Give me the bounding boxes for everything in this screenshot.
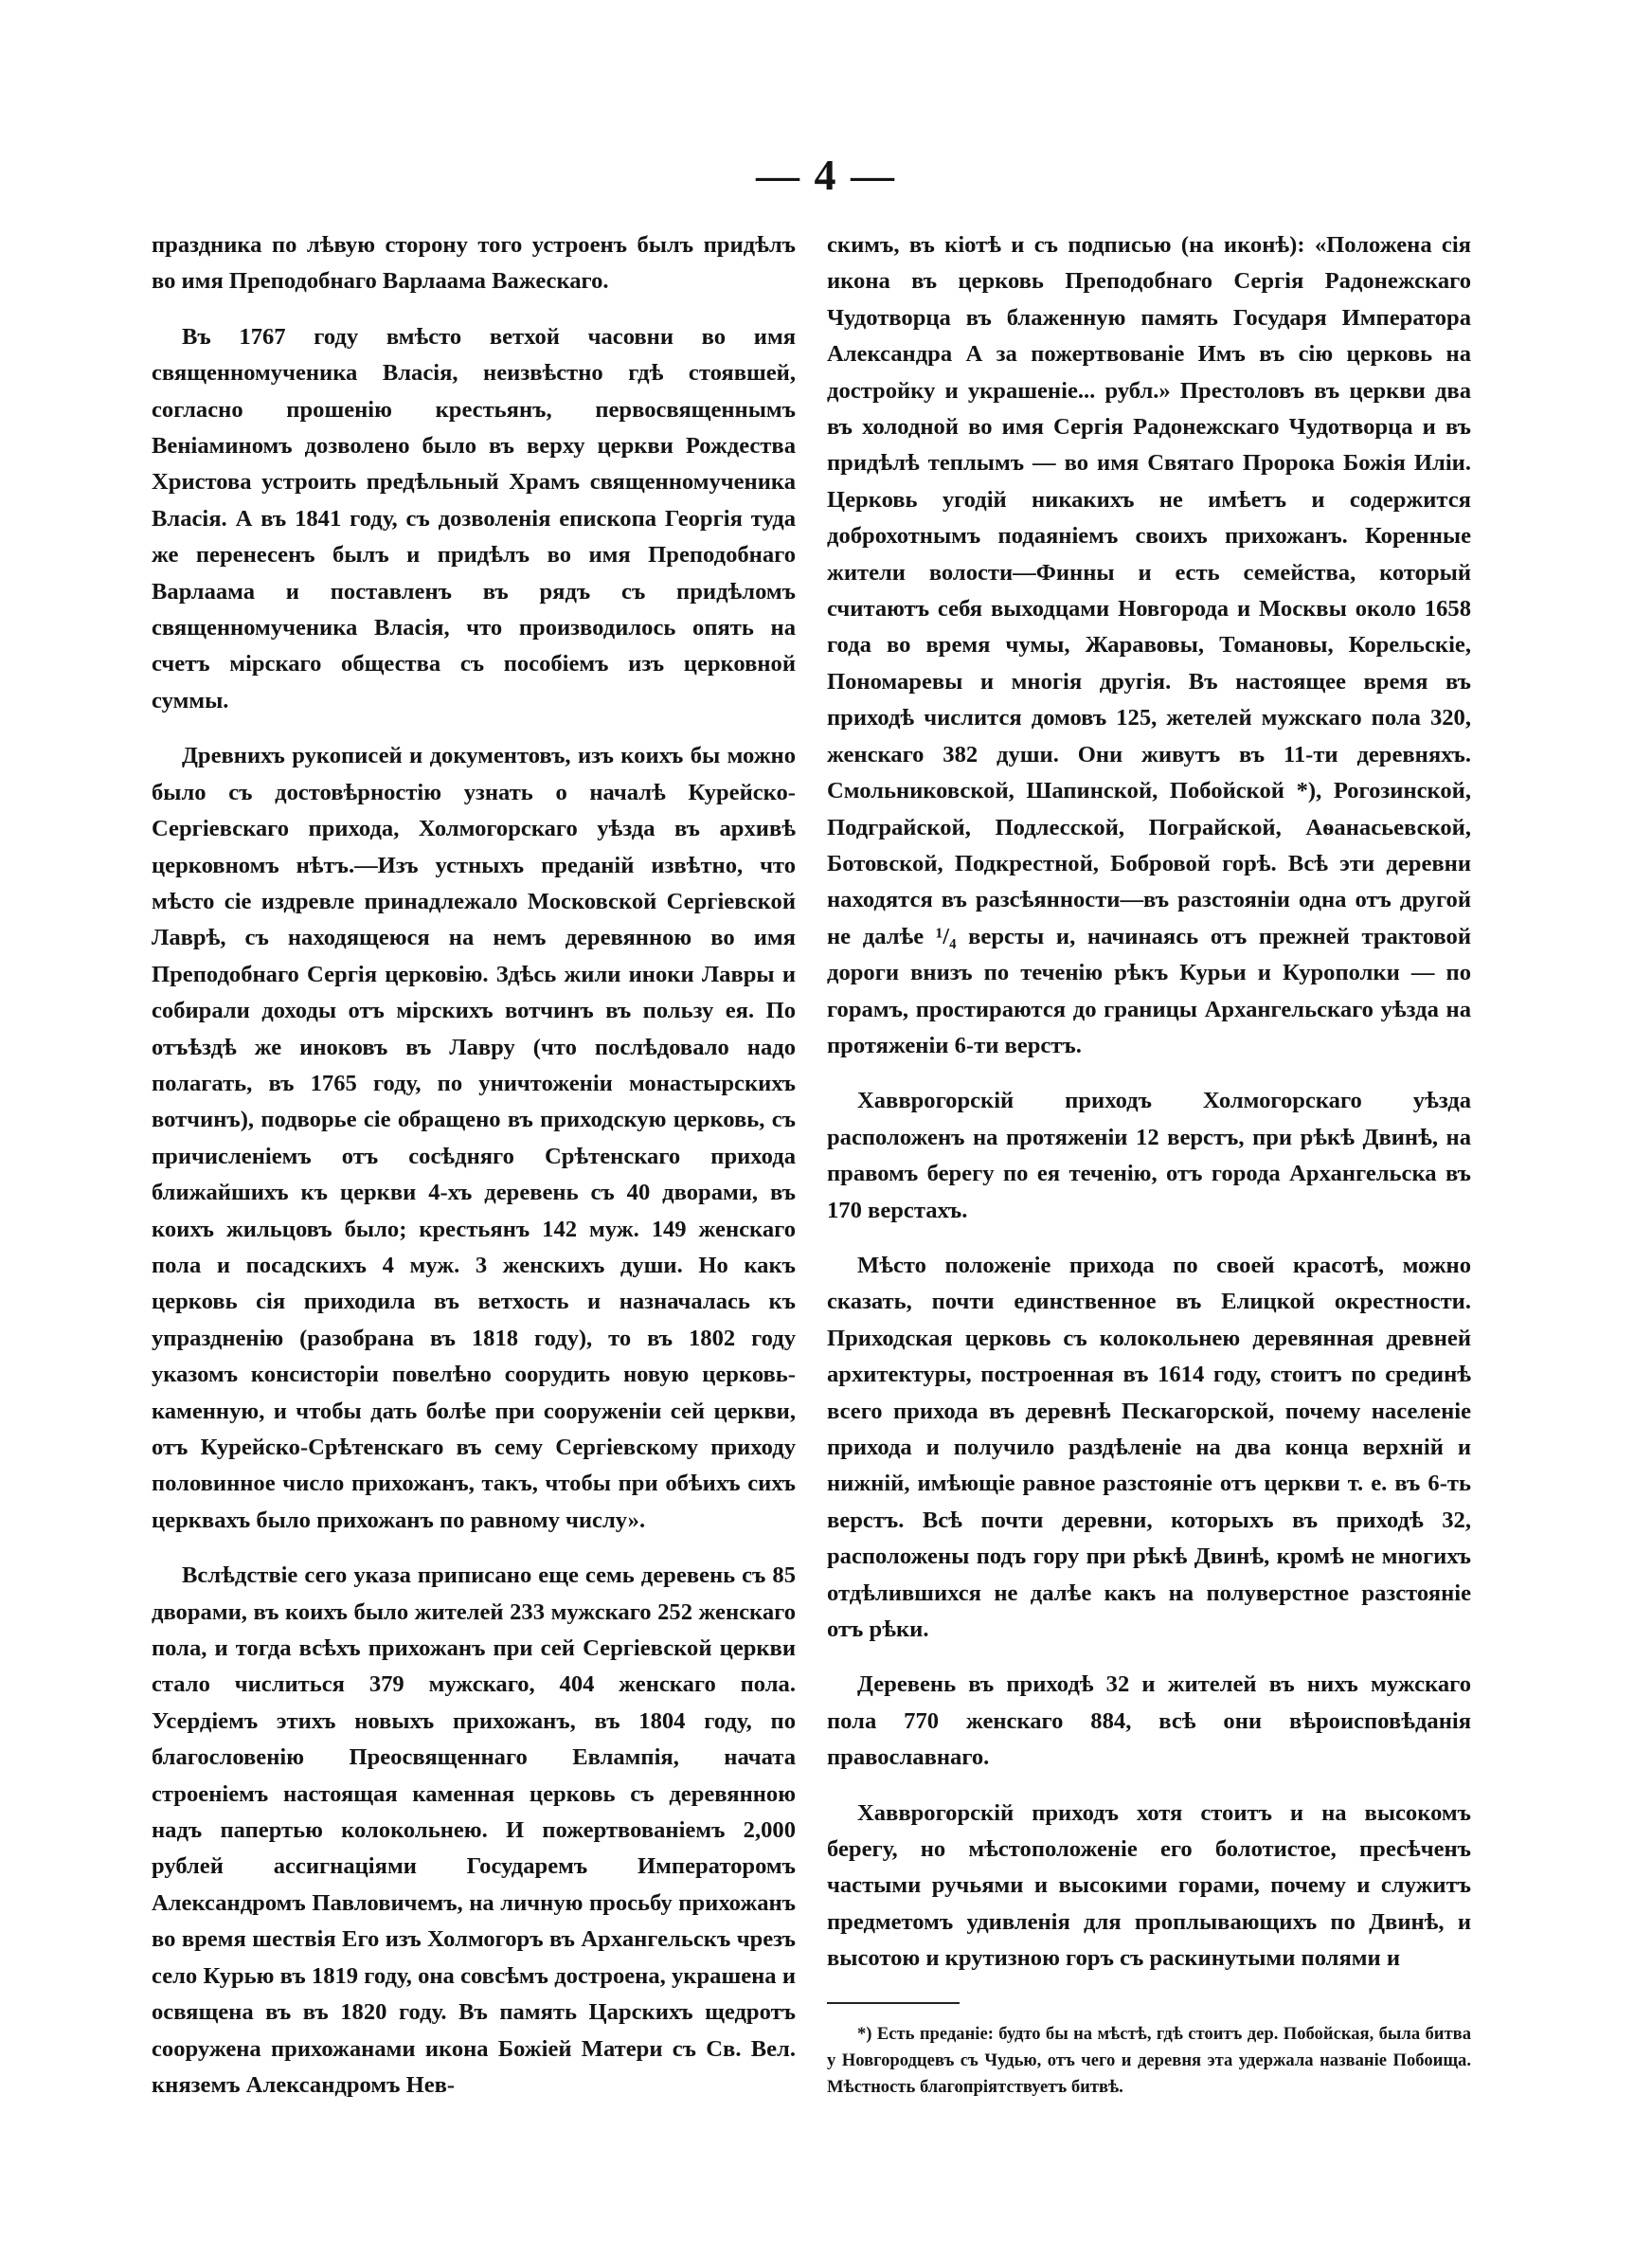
- paragraph: Мѣсто положеніе прихода по своей красотѣ, можно сказать, почти единственное въ Елицкой окрестности. Приходская церковь съ колокольнею деревянная древней архитектуры, построенная въ 1614 году, стоитъ по срединѣ всего прихода въ деревнѣ Пескагорской, почему населеніе прихода и получило раздѣленіе на два конца верхній и нижній, имѣющіе равное разстояніе отъ церкви т. е. въ 6-ть верстъ. Всѣ почти деревни, которыхъ въ приходѣ 32, расположены подъ гору при рѣкѣ Двинѣ, кромѣ не многихъ отдѣлившихся не далѣе какъ на полуверстное разстояніе отъ рѣки.: [827, 1252, 1471, 1643]
- paragraph: скимъ, въ кіотѣ и съ подписью (на иконѣ): «Положена сія икона въ церковь Преподобнаго Сергія Радонежскаго Чудотворца въ блаженную память Государя Императора Александра А за пожертвованіе Имъ въ сію церковь на достройку и украшеніе... рубл.» Престоловъ въ церкви два въ холодной во имя Сергія Радонежскаго Чудотворца и въ придѣлѣ теплымъ — во имя Святаго Пророка Божія Иліи. Церковь угодій никакихъ не имѣетъ и содержится доброхотнымъ подаяніемъ своихъ прихожанъ. Коренные жители волости—Финны и есть семейства, который считаютъ себя выходцами Новгорода и Москвы около 1658 года во время чумы, Жаравовы, Томановы, Корельскіе, Пономаревы и многія другія. Въ настоящее время въ приходѣ числится домовъ 125, жетелей мужскаго пола 320, женскаго 382 души. Они живутъ въ 11-ти деревняхъ. Смольниковской, Шапинской, Побойской *), Рогозинской, Подграйской, Подлесской, Пограйской, Аѳанасьевской, Ботовской, Подкрестной, Бобровой горѣ. Всѣ эти деревни находятся въ разсѣянности—въ разстояніи одна отъ другой не далѣе ¹/₄ версты и, начинаясь отъ прежней трактовой дороги внизъ по теченію рѣкъ Курьи и Куропол​ки — по горамъ, простираются до границы Архангельскаго уѣзда на протяженіи 6-ти верстъ.: [827, 232, 1471, 1058]
- left-column: [152, 227, 796, 2122]
- paragraph: Древнихъ рукописей и документовъ, изъ коихъ бы можно было съ достовѣрностію узнать о началѣ Курейско-Сергіевскаго прихода, Холмогорскаго уѣзда въ архивѣ церковномъ нѣтъ.—Изъ устныхъ преданій извѣтно, что мѣсто сіе издревле принадлежало Московской Сергіевской Лаврѣ, съ находящеюся на немъ деревянною во имя Преподобнаго Сергія церковію. Здѣсь жили иноки Лавры и собирали доходы отъ мірскихъ вотчинъ въ пользу ея. По отъѣздѣ же иноковъ въ Лавру (что послѣдовало надо полагать, въ 1765 году, по уничтоженіи монастырскихъ вотчинъ), подворье сіе обращено въ приходскую церковь, съ причисленіемъ отъ сосѣдняго Срѣтенскаго прихода ближайшихъ къ церкви 4-хъ деревень съ 40 дворами, въ коихъ жильцовъ было; крестьянъ 142 муж. 149 женскаго пола и посадскихъ 4 муж. 3 женскихъ души. Но какъ церковь сія приходила въ ветхость и назначалась къ упраздненію (разобрана въ 1818 году), то въ 1802 году указомъ консисторіи повелѣно соорудить новую церковь-каменную, и чтобы дать болѣе при сооруженіи сей церкви, отъ Курейско-Срѣтенскаго въ сему Сергіевскому приходу половинное число прихожанъ, такъ, чтобы при обѣихъ сихъ церквахъ было прихожанъ по равному числу».: [152, 743, 796, 1533]
- paragraph: праздника по лѣвую сторону того устроенъ былъ придѣлъ во имя Преподобнаго Варлаама Важескаго.: [152, 232, 796, 295]
- paragraph: Хавврогорскій приходъ хотя стоитъ и на высокомъ берегу, но мѣстоположеніе его болотистое, пресѣченъ частыми ручьями и высокими горами, почему и служитъ предметомъ удивленія для проплывающихъ по Двинѣ, и высотою и крутизною горъ съ раскинутыми полями и: [827, 1799, 1471, 1972]
- paragraph: Въ 1767 году вмѣсто ветхой часовни во имя священномученика Власія, неизвѣстно гдѣ стоявшей, согласно прошенію крестьянъ, первосвященнымъ Веніаминомъ дозволено было въ верху церкви Рождества Христова устроить предѣльный Храмъ священномученика Власія. А въ 1841 году, съ дозволенія епископа Георгія туда же перенесенъ былъ и придѣлъ во имя Преподобнаго Варлаама и поставленъ въ рядъ съ придѣломъ священномученика Власія, что производилось опять на счетъ мірскаго общества съ пособіемъ изъ церковной суммы.: [152, 323, 796, 713]
- paragraph: Деревень въ приходѣ 32 и жителей въ нихъ мужскаго пола 770 женскаго 884, всѣ они вѣроисповѣданія православнаго.: [827, 1671, 1471, 1771]
- paragraph: Вслѣдствіе сего указа приписано еще семь деревень съ 85 дворами, въ коихъ было жителей 233 мужскаго 252 женскаго пола, и тогда всѣхъ прихожанъ при сей Сергіевской церкви стало числиться 379 мужскаго, 404 женскаго пола. Усердіемъ этихъ новыхъ прихожанъ, въ 1804 году, по благословенію Преосвященнаго Евлампія, начата строеніемъ настоящая каменная церковь съ деревянною надъ папертью колокольнею. И пожертвованіемъ 2,000 рублей ассигнаціями Государемъ Императоромъ Александромъ Павловичемъ, на личную просьбу прихожанъ во время шествія Его изъ Холмогоръ въ Архангельскъ чрезъ село Курью въ 1819 году, она совсѣмъ достроена, украшена и освящена въ въ 1820 году. Въ память Царскихъ щедротъ сооружена прихожанами икона Божіей Матери съ Св. Вел. княземъ Александромъ Нев-: [152, 1562, 796, 2098]
- page-number: — 4 —: [756, 151, 896, 199]
- footnote: *) Есть преданіе: будто бы на мѣстѣ, гдѣ стоитъ дер. Побойская, была битва у Новгородцевъ съ Чудью, отъ чего и деревня эта удержала названіе Побоища. Мѣстность благопріятствуетъ битвѣ.: [827, 2023, 1471, 2097]
- footnote-divider: [827, 2002, 960, 2004]
- right-column: [827, 227, 1471, 2120]
- paragraph: Хавврогорскій приходъ Холмогорскаго уѣзда расположенъ на протяженіи 12 верстъ, при рѣкѣ Двинѣ, на правомъ берегу по ея теченію, отъ города Архангельска въ 170 верстахъ.: [827, 1088, 1471, 1223]
